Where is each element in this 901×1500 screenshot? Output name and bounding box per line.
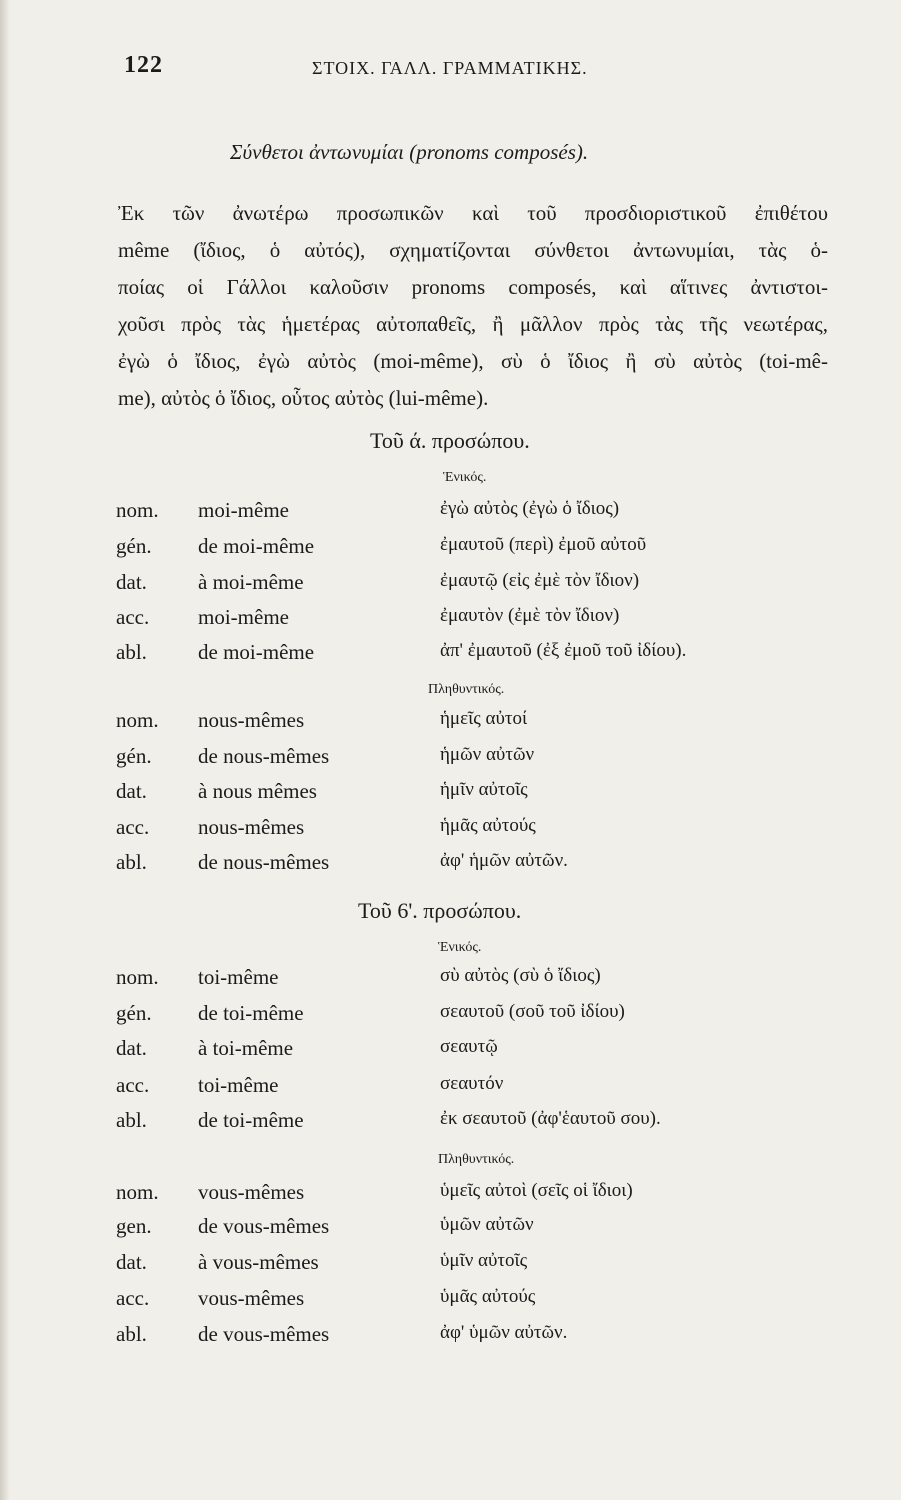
greek-form: ὑμῖν αὐτοῖς xyxy=(440,1250,528,1271)
french-form: nous-mêmes xyxy=(198,708,305,732)
table-row xyxy=(0,534,901,568)
case-label: dat. xyxy=(116,779,147,803)
greek-form: ἐμαυτὸν (ἐμὲ τὸν ἴδιον) xyxy=(440,605,620,626)
table-row xyxy=(0,815,901,849)
case-label: abl. xyxy=(116,850,147,874)
french-form: de nous-mêmes xyxy=(198,744,330,768)
greek-form: ὑμῶν αὐτῶν xyxy=(440,1214,534,1235)
first-person-plural-label: Πληθυντικός. xyxy=(428,682,505,697)
greek-form: ἡμεῖς αὐτοί xyxy=(440,708,528,729)
paragraph-line: ποίας οἱ Γάλλοι καλοῦσιν pronoms composés, καὶ αἵτινες ἀντιστοι- xyxy=(118,275,828,299)
table-row xyxy=(0,605,901,639)
greek-form: ἀφ' ὑμῶν αὐτῶν. xyxy=(440,1322,568,1343)
case-label: acc. xyxy=(116,815,150,839)
french-form: vous-mêmes xyxy=(198,1286,305,1310)
table-row xyxy=(0,640,901,674)
second-person-singular-label: Ἑνικός. xyxy=(438,940,482,955)
case-label: abl. xyxy=(116,1322,147,1346)
case-label: nom. xyxy=(116,965,159,989)
paragraph-line: me), αὐτὸς ὁ ἴδιος, οὗτος αὐτὸς (lui-même). xyxy=(118,386,489,410)
table-row xyxy=(0,1250,901,1284)
french-form: moi-même xyxy=(198,605,289,629)
case-label: dat. xyxy=(116,1250,147,1274)
french-form: de toi-même xyxy=(198,1001,304,1025)
case-label: abl. xyxy=(116,1108,147,1132)
table-row xyxy=(0,1108,901,1142)
case-label: gén. xyxy=(116,534,152,558)
table-row xyxy=(0,779,901,813)
case-label: gén. xyxy=(116,1001,152,1025)
table-row xyxy=(0,1322,901,1356)
french-form: de vous-mêmes xyxy=(198,1322,330,1346)
greek-form: ὑμεῖς αὐτοὶ (σεῖς οἱ ἴδιοι) xyxy=(440,1180,633,1201)
case-label: acc. xyxy=(116,1073,150,1097)
table-row xyxy=(0,1073,901,1107)
second-person-plural-label: Πληθυντικός. xyxy=(438,1152,515,1167)
second-person-title: Τοῦ 6'. προσώπου. xyxy=(358,898,522,923)
french-form: toi-même xyxy=(198,1073,279,1097)
case-label: abl. xyxy=(116,640,147,664)
greek-form: σεαυτοῦ (σοῦ τοῦ ἰδίου) xyxy=(440,1001,625,1022)
page-number: 122 xyxy=(124,52,163,78)
french-form: moi-même xyxy=(198,498,289,522)
greek-form: ἐμαυτῷ (εἰς ἐμὲ τὸν ἴδιον) xyxy=(440,570,640,591)
french-form: à toi-même xyxy=(198,1036,294,1060)
french-form: de toi-même xyxy=(198,1108,304,1132)
french-form: de nous-mêmes xyxy=(198,850,330,874)
case-label: nom. xyxy=(116,708,159,732)
greek-form: ὑμᾶς αὐτούς xyxy=(440,1286,536,1307)
greek-form: ἀφ' ἡμῶν αὐτῶν. xyxy=(440,850,568,871)
case-label: acc. xyxy=(116,605,150,629)
case-label: gén. xyxy=(116,744,152,768)
table-row xyxy=(0,1286,901,1320)
paragraph-line: ἐγὼ ὁ ἴδιος, ἐγὼ αὐτὸς (moi-même), σὺ ὁ ἴδιος ἢ σὺ αὐτὸς (toi-mê- xyxy=(118,349,828,373)
case-label: nom. xyxy=(116,498,159,522)
french-form: de vous-mêmes xyxy=(198,1214,330,1238)
table-row xyxy=(0,570,901,604)
greek-form: ἀπ' ἐμαυτοῦ (ἐξ ἐμοῦ τοῦ ἰδίου). xyxy=(440,640,687,661)
case-label: gen. xyxy=(116,1214,152,1238)
greek-form: σεαυτόν xyxy=(440,1073,504,1094)
french-form: de moi-même xyxy=(198,534,315,558)
french-form: vous-mêmes xyxy=(198,1180,305,1204)
table-row xyxy=(0,1001,901,1035)
greek-form: σεαυτῷ xyxy=(440,1036,498,1057)
paragraph-line: même (ἴδιος, ὁ αὐτός), σχηματίζονται σύνθετοι ἀντωνυμίαι, τὰς ὁ- xyxy=(118,238,828,262)
table-row xyxy=(0,1036,901,1070)
case-label: nom. xyxy=(116,1180,159,1204)
case-label: acc. xyxy=(116,1286,150,1310)
case-label: dat. xyxy=(116,570,147,594)
french-form: toi-même xyxy=(198,965,279,989)
greek-form: ἐγὼ αὐτὸς (ἐγὼ ὁ ἴδιος) xyxy=(440,498,620,519)
paragraph-line: χοῦσι πρὸς τὰς ἡμετέρας αὐτοπαθεῖς, ἢ μᾶλλον πρὸς τὰς τῆς νεωτέρας, xyxy=(118,312,828,336)
french-form: à moi-même xyxy=(198,570,304,594)
first-person-singular-label: Ἑνικός. xyxy=(443,470,487,485)
intro-paragraph xyxy=(118,195,828,417)
greek-form: σὺ αὐτὸς (σὺ ὁ ἴδιος) xyxy=(440,965,601,986)
running-title: ΣΤΟΙΧ. ΓΑΛΛ. ΓΡΑΜΜΑΤΙΚΗΣ. xyxy=(312,58,588,78)
french-form: nous-mêmes xyxy=(198,815,305,839)
section-subtitle: Σύνθετοι ἀντωνυμίαι (pronoms composés). xyxy=(230,140,589,164)
table-row xyxy=(0,744,901,778)
greek-form: ἡμᾶς αὐτούς xyxy=(440,815,536,836)
case-label: dat. xyxy=(116,1036,147,1060)
french-form: de moi-même xyxy=(198,640,315,664)
greek-form: ἡμῖν αὐτοῖς xyxy=(440,779,528,800)
table-row xyxy=(0,965,901,999)
paragraph-line: Ἐκ τῶν ἀνωτέρω προσωπικῶν καὶ τοῦ προσδιοριστικοῦ ἐπιθέτου xyxy=(118,201,828,225)
greek-form: ἡμῶν αὐτῶν xyxy=(440,744,535,765)
table-row xyxy=(0,498,901,532)
greek-form: ἐμαυτοῦ (περὶ) ἐμοῦ αὐτοῦ xyxy=(440,534,647,555)
table-row xyxy=(0,708,901,742)
table-row xyxy=(0,1180,901,1214)
page-header xyxy=(124,52,684,88)
table-row xyxy=(0,1214,901,1248)
table-row xyxy=(0,850,901,884)
french-form: à nous mêmes xyxy=(198,779,317,803)
greek-form: ἐκ σεαυτοῦ (ἀφ'ἑαυτοῦ σου). xyxy=(440,1108,661,1129)
first-person-title: Τοῦ ά. προσώπου. xyxy=(370,428,530,453)
french-form: à vous-mêmes xyxy=(198,1250,319,1274)
